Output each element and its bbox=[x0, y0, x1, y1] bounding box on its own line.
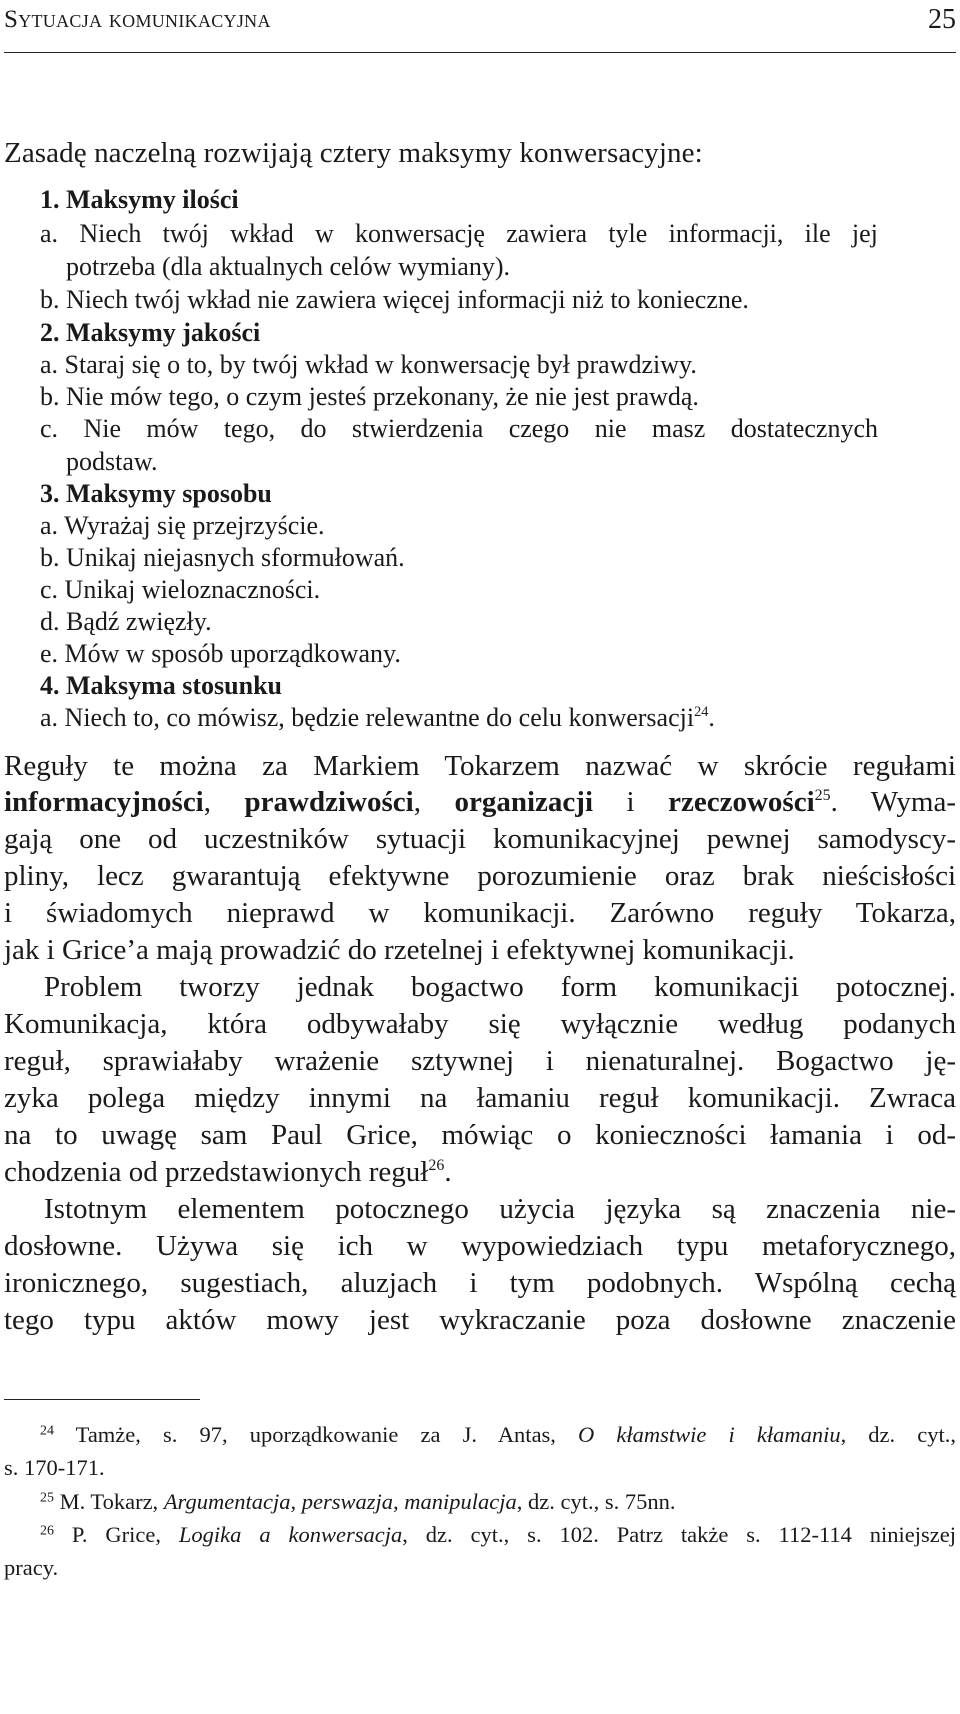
word: wkład bbox=[230, 219, 294, 248]
paragraph-line: ironicznego, sugestiach, aluzjach i tym podobnych. Wspólną cechą bbox=[4, 1267, 956, 1299]
paragraph-line: zyka polega między innymi na łamaniu reguł komunikacji. Zwraca bbox=[4, 1082, 956, 1114]
word: nie bbox=[594, 414, 627, 443]
paragraph-line: gają one od uczestników sytuacji komunikacyjnej pewnej samodyscy- bbox=[4, 823, 956, 855]
maxim-item: a. Niech to, co mówisz, będzie relewantne do celu konwersacji$^{24}$. bbox=[40, 703, 715, 732]
footnote-26-continuation: pracy. bbox=[4, 1555, 59, 1580]
maxim-item: d. Bądź zwięzły. bbox=[40, 607, 212, 636]
maxim-item: b. Unikaj niejasnych sformułowań. bbox=[40, 543, 405, 572]
word: dostatecznych bbox=[730, 414, 878, 443]
footnote-separator bbox=[4, 1399, 200, 1400]
paragraph-line: Komunikacja, która odbywałaby się wyłącznie według podanych bbox=[4, 1008, 956, 1040]
word: twój bbox=[162, 219, 209, 248]
word: zawiera bbox=[506, 219, 588, 248]
footnote-ref[interactable]: 24 bbox=[694, 704, 709, 720]
running-head bbox=[4, 4, 956, 56]
footnote-number: 25 bbox=[40, 1490, 54, 1506]
maxim-item-text: a. Niech to, co mówisz, będzie relewantne do celu konwersacji bbox=[40, 703, 695, 732]
footnote-number: 26 bbox=[40, 1523, 54, 1539]
word: c. bbox=[40, 414, 59, 443]
word: Nie bbox=[83, 414, 121, 443]
keyword-organization: organizacji bbox=[454, 786, 593, 818]
paragraph-line: Reguły te można za Markiem Tokarzem nazwać w skrócie regułami bbox=[4, 750, 956, 782]
cited-title: Logika a konwersacja bbox=[178, 1522, 403, 1547]
header-rule bbox=[4, 52, 956, 53]
word: stwierdzenia bbox=[351, 414, 484, 443]
keyword-informativeness: informacyjności bbox=[4, 786, 204, 818]
word: Niech bbox=[79, 219, 142, 248]
page-number: 25 bbox=[928, 4, 956, 35]
maxim-heading-quality: 2. Maksymy jakości bbox=[40, 318, 261, 347]
footnote-26: $^{26}$ P. Grice, Logika a konwersacja, dz. cyt., s. 102. Patrz także s. 112-114 niniejszej bbox=[40, 1522, 957, 1547]
maxim-heading-relation: 4. Maksyma stosunku bbox=[40, 671, 283, 700]
maxim-item-continuation: podstaw. bbox=[66, 447, 158, 476]
paragraph-line: tego typu aktów mowy jest wykraczanie poza dosłowne znaczenie bbox=[4, 1304, 956, 1336]
footnote-25: $^{25}$ M. Tokarz, Argumentacja, perswazja, manipulacja, dz. cyt., s. 75nn. bbox=[40, 1489, 676, 1514]
word: do bbox=[300, 414, 327, 443]
paragraph-line: chodzenia od przedstawionych reguł$^{26}$. bbox=[4, 1156, 452, 1188]
paragraph-line: Problem tworzy jednak bogactwo form komunikacji potocznej. bbox=[44, 971, 956, 1003]
word: jej bbox=[851, 219, 878, 248]
running-title: Sytuacja komunikacyjna bbox=[4, 6, 271, 33]
maxim-item bbox=[40, 416, 878, 442]
word: a. bbox=[40, 219, 59, 248]
keyword-truthfulness: prawdziwości bbox=[244, 786, 414, 818]
maxim-item: b. Niech twój wkład nie zawiera więcej informacji niż to konieczne. bbox=[40, 285, 749, 314]
footnote-24-continuation: s. 170-171. bbox=[4, 1455, 105, 1480]
intro-sentence: Zasadę naczelną rozwijają cztery maksymy konwersacyjne: bbox=[4, 137, 703, 169]
word: w bbox=[314, 219, 334, 248]
keyword-relevance: rzeczowości bbox=[668, 786, 815, 818]
maxim-item: b. Nie mów tego, o czym jesteś przekonany, że nie jest prawdą. bbox=[40, 382, 699, 411]
word: mów bbox=[146, 414, 199, 443]
maxim-item: e. Mów w sposób uporządkowany. bbox=[40, 639, 401, 668]
footnote-ref[interactable]: 25 bbox=[814, 786, 831, 804]
maxim-item: c. Unikaj wieloznaczności. bbox=[40, 575, 321, 604]
word: ile bbox=[804, 219, 831, 248]
word: informacji, bbox=[668, 219, 784, 248]
maxim-heading-quantity: 1. Maksymy ilości bbox=[40, 185, 239, 214]
paragraph-line: informacyjności, prawdziwości, organizacji i rzeczowości$^{25}$. Wyma- bbox=[4, 786, 957, 818]
word: tyle bbox=[608, 219, 648, 248]
maxim-item bbox=[40, 221, 878, 247]
word: czego bbox=[508, 414, 570, 443]
footnote-number: 24 bbox=[40, 1423, 54, 1439]
footnote-24: $^{24}$ Tamże, s. 97, uporządkowanie za J. Antas, O kłamstwie i kłamaniu, dz. cyt., bbox=[40, 1422, 957, 1447]
maxim-item: a. Wyrażaj się przejrzyście. bbox=[40, 511, 325, 540]
maxim-item-continuation: potrzeba (dla aktualnych celów wymiany). bbox=[66, 252, 510, 281]
cited-title: O kłamstwie i kłamaniu bbox=[578, 1422, 841, 1447]
paragraph-line: pliny, lecz gwarantują efektywne porozumienie oraz brak nieścisłości bbox=[4, 860, 956, 892]
cited-title: Argumentacja, perswazja, manipulacja bbox=[163, 1489, 517, 1514]
word: tego, bbox=[223, 414, 276, 443]
paragraph-line: jak i Grice’a mają prowadzić do rzetelnej i efektywnej komunikacji. bbox=[4, 934, 795, 966]
paragraph-line: reguł, sprawiałaby wrażenie sztywnej i nienaturalnej. Bogactwo ję- bbox=[4, 1045, 956, 1077]
paragraph-line: i świadomych nieprawd w komunikacji. Zarówno reguły Tokarza, bbox=[4, 897, 956, 929]
word: masz bbox=[651, 414, 706, 443]
paragraph-line: dosłowne. Używa się ich w wypowiedziach typu metaforycznego, bbox=[4, 1230, 956, 1262]
word: konwersację bbox=[355, 219, 485, 248]
maxim-heading-manner: 3. Maksymy sposobu bbox=[40, 479, 272, 508]
maxim-item: a. Staraj się o to, by twój wkład w konwersację był prawdziwy. bbox=[40, 350, 697, 379]
footnote-ref[interactable]: 26 bbox=[428, 1156, 445, 1174]
paragraph-line: Istotnym elementem potocznego użycia języka są znaczenia nie- bbox=[44, 1193, 956, 1225]
paragraph-line: na to uwagę sam Paul Grice, mówiąc o konieczności łamania i od- bbox=[4, 1119, 956, 1151]
